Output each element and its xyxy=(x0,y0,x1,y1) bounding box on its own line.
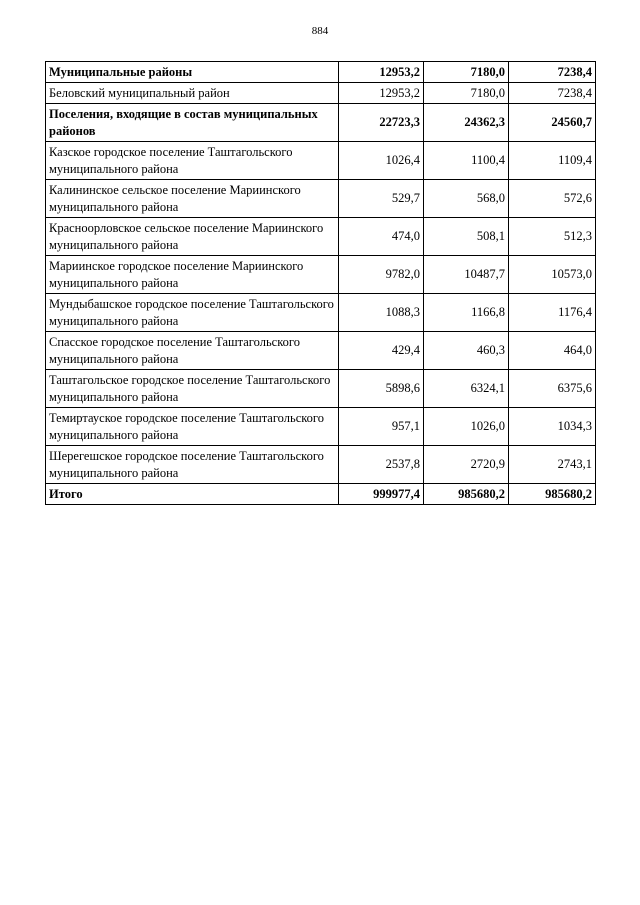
page-number: 884 xyxy=(311,25,329,37)
value-cell: 7180,0 xyxy=(424,83,509,104)
row-name: Поселения, входящие в состав муниципальных районов xyxy=(46,104,339,142)
value-cell: 6375,6 xyxy=(509,370,596,408)
value-cell: 957,1 xyxy=(339,408,424,446)
value-cell: 10573,0 xyxy=(509,256,596,294)
table-row xyxy=(46,446,596,484)
value-cell: 5898,6 xyxy=(339,370,424,408)
value-cell: 429,4 xyxy=(339,332,424,370)
table-row xyxy=(46,332,596,370)
row-name: Темиртауское городское поселение Таштагольского муниципального района xyxy=(46,408,339,446)
table-row xyxy=(46,370,596,408)
row-name: Калининское сельское поселение Мариинского муниципального района xyxy=(46,180,339,218)
table-row xyxy=(46,218,596,256)
value-cell: 999977,4 xyxy=(339,484,424,505)
table-row xyxy=(46,484,596,505)
value-cell: 1026,4 xyxy=(339,142,424,180)
table-row xyxy=(46,142,596,180)
value-cell: 12953,2 xyxy=(339,62,424,83)
row-name: Итого xyxy=(46,484,339,505)
table-row xyxy=(46,62,596,83)
value-cell: 1034,3 xyxy=(509,408,596,446)
value-cell: 1100,4 xyxy=(424,142,509,180)
row-name: Красноорловское сельское поселение Мариинского муниципального района xyxy=(46,218,339,256)
table-body xyxy=(46,62,596,505)
value-cell: 7180,0 xyxy=(424,62,509,83)
table-row xyxy=(46,256,596,294)
row-name: Казское городское поселение Таштагольского муниципального района xyxy=(46,142,339,180)
value-cell: 985680,2 xyxy=(509,484,596,505)
table-row xyxy=(46,408,596,446)
value-cell: 568,0 xyxy=(424,180,509,218)
row-name: Шерегешское городское поселение Таштагольского муниципального района xyxy=(46,446,339,484)
value-cell: 508,1 xyxy=(424,218,509,256)
value-cell: 1109,4 xyxy=(509,142,596,180)
table-row xyxy=(46,83,596,104)
row-name: Спасское городское поселение Таштагольского муниципального района xyxy=(46,332,339,370)
value-cell: 1166,8 xyxy=(424,294,509,332)
value-cell: 1026,0 xyxy=(424,408,509,446)
value-cell: 12953,2 xyxy=(339,83,424,104)
value-cell: 6324,1 xyxy=(424,370,509,408)
value-cell: 9782,0 xyxy=(339,256,424,294)
value-cell: 24362,3 xyxy=(424,104,509,142)
budget-table xyxy=(45,61,596,505)
value-cell: 2743,1 xyxy=(509,446,596,484)
value-cell: 1088,3 xyxy=(339,294,424,332)
value-cell: 985680,2 xyxy=(424,484,509,505)
row-name: Мариинское городское поселение Мариинского муниципального района xyxy=(46,256,339,294)
value-cell: 1176,4 xyxy=(509,294,596,332)
value-cell: 22723,3 xyxy=(339,104,424,142)
value-cell: 474,0 xyxy=(339,218,424,256)
value-cell: 572,6 xyxy=(509,180,596,218)
value-cell: 529,7 xyxy=(339,180,424,218)
value-cell: 512,3 xyxy=(509,218,596,256)
value-cell: 2537,8 xyxy=(339,446,424,484)
table-row xyxy=(46,104,596,142)
value-cell: 464,0 xyxy=(509,332,596,370)
table-row xyxy=(46,180,596,218)
row-name: Мундыбашское городское поселение Таштагольского муниципального района xyxy=(46,294,339,332)
value-cell: 24560,7 xyxy=(509,104,596,142)
value-cell: 7238,4 xyxy=(509,62,596,83)
row-name: Беловский муниципальный район xyxy=(46,83,339,104)
row-name: Муниципальные районы xyxy=(46,62,339,83)
value-cell: 7238,4 xyxy=(509,83,596,104)
value-cell: 2720,9 xyxy=(424,446,509,484)
table-row xyxy=(46,294,596,332)
value-cell: 10487,7 xyxy=(424,256,509,294)
value-cell: 460,3 xyxy=(424,332,509,370)
row-name: Таштагольское городское поселение Таштагольского муниципального района xyxy=(46,370,339,408)
